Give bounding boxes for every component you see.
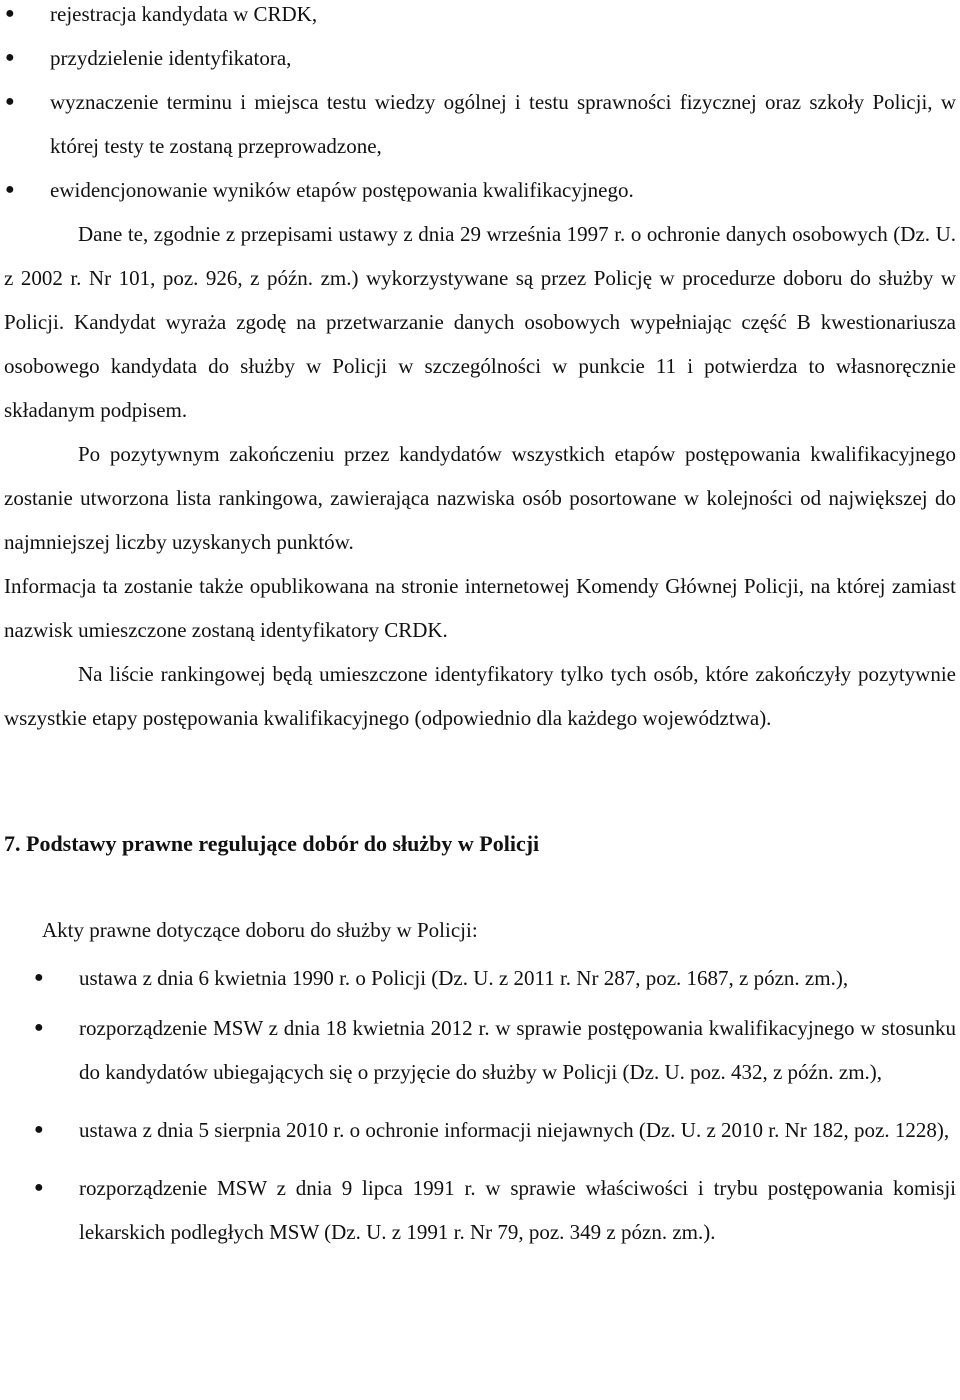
list-item bbox=[0, 80, 960, 168]
bullet-icon: ● bbox=[5, 181, 15, 198]
list-item bbox=[0, 956, 960, 1000]
bullet-icon: ● bbox=[34, 969, 44, 986]
list-item bbox=[0, 0, 960, 36]
legal-acts-list bbox=[0, 956, 960, 1254]
bullet-icon: ● bbox=[5, 49, 15, 66]
list-item-text: ustawa z dnia 6 kwietnia 1990 r. o Policji (Dz. U. z 2011 r. Nr 287, poz. 1687, z pózn. zm.), bbox=[79, 966, 849, 990]
ranking-list-paragraph: Po pozytywnym zakończeniu przez kandydatów wszystkich etapów postępowania kwalifikacyjnego zostanie utworzona lista rankingowa, zawierająca nazwiska osób posortowane w kolejności od największej do najmniejszej liczby uzyskanych punktów. bbox=[4, 442, 956, 554]
legal-acts-section bbox=[0, 956, 960, 1254]
list-item bbox=[0, 1108, 960, 1152]
data-protection-paragraph: Dane te, zgodnie z przepisami ustawy z dnia 29 września 1997 r. o ochronie danych osobowych (Dz. U. z 2002 r. Nr 101, poz. 926, z późn. zm.) wykorzystywane są przez Policję w procedurze doboru do służby w Policji. Kandydat wyraża zgodę na przetwarzanie danych osobowych wypełniając część B kwestionariusza osobowego kandydata do służby w Policji w szczególności w punkcie 11 i potwierdza to własnoręcznie składanym podpisem. bbox=[4, 222, 956, 422]
bullet-icon: ● bbox=[34, 1179, 44, 1196]
bullet-icon: ● bbox=[5, 5, 15, 22]
legal-acts-intro: Akty prawne dotyczące doboru do służby w Policji: bbox=[42, 918, 478, 942]
bullet-icon: ● bbox=[34, 1019, 44, 1036]
list-item-text: ustawa z dnia 5 sierpnia 2010 r. o ochronie informacji niejawnych (Dz. U. z 2010 r. Nr 182, poz. 1228), bbox=[79, 1118, 950, 1142]
ranking-identifiers-paragraph: Na liście rankingowej będą umieszczone identyfikatory tylko tych osób, które zakończyły pozytywnie wszystkie etapy postępowania kwalifikacyjnego (odpowiednio dla każdego województwa). bbox=[4, 662, 956, 730]
list-item bbox=[0, 168, 960, 212]
section-heading: 7. Podstawy prawne regulujące dobór do służby w Policji bbox=[4, 831, 540, 856]
list-item-text: przydzielenie identyfikatora, bbox=[50, 46, 292, 70]
list-item-text: wyznaczenie terminu i miejsca testu wiedzy ogólnej i testu sprawności fizycznej oraz szkoły Policji, w której testy te zostaną przeprowadzone, bbox=[50, 90, 956, 158]
list-item bbox=[0, 36, 960, 80]
bullet-icon: ● bbox=[5, 93, 15, 110]
list-item bbox=[0, 1006, 960, 1094]
list-item-text: rozporządzenie MSW z dnia 9 lipca 1991 r. w sprawie właściwości i trybu postępowania komisji lekarskich podległych MSW (Dz. U. z 1991 r. Nr 79, poz. 349 z pózn. zm.). bbox=[79, 1176, 956, 1244]
list-item-text: rozporządzenie MSW z dnia 18 kwietnia 2012 r. w sprawie postępowania kwalifikacyjnego w stosunku do kandydatów ubiegających się o przyjęcie do służby w Policji (Dz. U. poz. 432, z późn. zm.), bbox=[79, 1016, 956, 1084]
publication-paragraph: Informacja ta zostanie także opublikowana na stronie internetowej Komendy Głównej Policji, na której zamiast nazwisk umieszczone zostaną identyfikatory CRDK. bbox=[4, 574, 956, 642]
list-item bbox=[0, 1166, 960, 1254]
list-item-text: ewidencjonowanie wyników etapów postępowania kwalifikacyjnego. bbox=[50, 178, 634, 202]
bullet-icon: ● bbox=[34, 1121, 44, 1138]
procedure-steps-list bbox=[0, 0, 960, 212]
list-item-text: rejestracja kandydata w CRDK, bbox=[50, 2, 318, 26]
